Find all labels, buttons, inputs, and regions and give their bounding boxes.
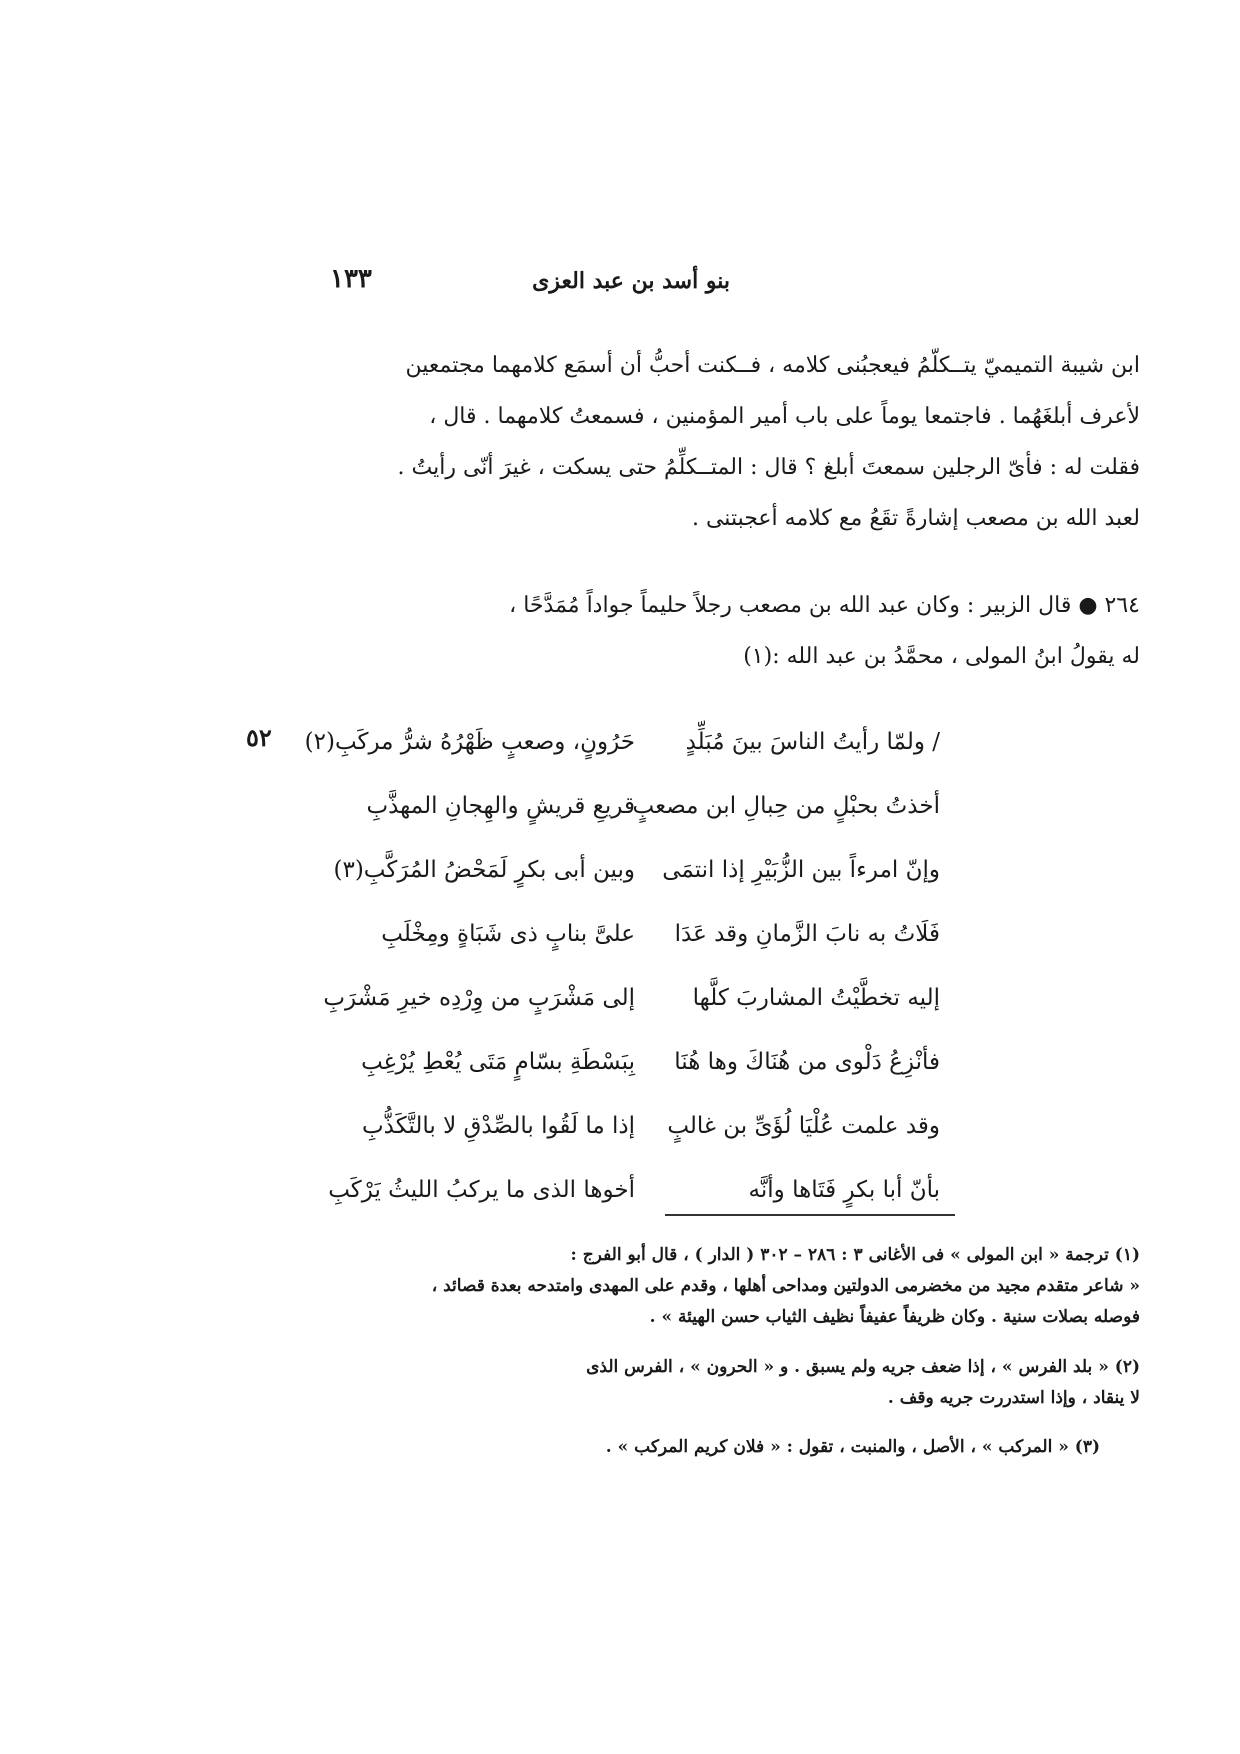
footnote-2 <box>320 1352 1140 1414</box>
running-title: بنو أسد بن عبد العزى <box>532 268 730 294</box>
verse-first-hemistich: إليه تخطَّيْتُ المشاربَ كلَّها <box>692 985 940 1011</box>
verse-first-hemistich: فَلَاتُ به نابَ الزَّمانِ وقد عَدَا <box>674 921 940 947</box>
verse-first-hemistich: أخذتُ بحبْلٍ من حِبالِ ابن مصعبٍ <box>632 793 940 819</box>
poem-verse <box>330 838 940 902</box>
verse-first-hemistich: بأنّ أبا بكرٍ فَتَاها وأنَّه <box>748 1177 940 1203</box>
verse-second-hemistich: بِبَسْطَةِ بسّامٍ مَتَى يُعْطِ يُرْغِبِ <box>361 1049 635 1075</box>
poem-verse <box>330 1030 940 1094</box>
poem-verse <box>330 1094 940 1158</box>
verse-second-hemistich: إذا ما لَقُوا بالصِّدْقِ لا بالتَّكَذُّبِ <box>361 1113 635 1139</box>
section-264 <box>320 580 1140 682</box>
section-line: له يقولُ ابنُ المولى ، محمَّدُ بن عبد الله :(١) <box>743 644 1140 669</box>
prose-paragraph <box>320 340 1140 544</box>
verse-second-hemistich: حَرُونٍ، وصعبٍ ظَهْرُهُ شرُّ مركَبِ(٢) <box>304 729 635 755</box>
verse-first-hemistich: وقد علمت عُلْيَا لُؤَىِّ بن غالبٍ <box>667 1113 940 1139</box>
footnote-line: « شاعر متقدم مجيد من مخضرمى الدولتين ومداحى أهلها ، وقدم على المهدى وامتدحه بعدة قصائد ، <box>431 1276 1140 1296</box>
prose-line: لأعرف أبلغَهُما . فاجتمعا يوماً على باب أمير المؤمنين ، فسمعتُ كلامهما . قال ، <box>429 404 1140 429</box>
footnote-line: (١) ترجمة « ابن المولى » فى الأغانى ٣ : ٢٨٦ – ٣٠٢ ( الدار ) ، قال أبو الفرج : <box>570 1245 1140 1265</box>
footnote-line: لا ينقاد ، وإذا استدررت جريه وقف . <box>887 1388 1140 1408</box>
section-line: ٢٦٤ ● قال الزبير : وكان عبد الله بن مصعب رجلاً حليماً جواداً مُمَدَّحًا ، <box>509 593 1140 618</box>
page-number: ١٣٣ <box>330 264 372 294</box>
verse-first-hemistich: فأنْزِعُ دَلْوى من هُنَاكَ وها هُنَا <box>674 1049 940 1075</box>
prose-line: فقلت له : فأىّ الرجلين سمعتَ أبلغ ؟ قال : المتــكلِّمُ حتى يسكت ، غيرَ أنّى رأيتُ . <box>397 455 1140 480</box>
poem-verse <box>330 902 940 966</box>
verse-first-hemistich: / ولمّا رأيتُ الناسَ بينَ مُبَلِّدٍ <box>685 729 940 755</box>
page-header <box>330 264 730 308</box>
prose-line: ابن شيبة التميميّ يتــكلّمُ فيعجبُنى كلامه ، فــكنت أحبُّ أن أسمَع كلامهما مجتمعين <box>405 353 1140 378</box>
poem-verse <box>330 1158 940 1222</box>
verse-second-hemistich: قريعِ قريشٍ والهِجانِ المهذَّبِ <box>366 793 635 819</box>
poem <box>304 710 940 1222</box>
verse-second-hemistich: وبين أبى بكرٍ لَمَحْضُ المُرَكَّبِ(٣) <box>333 857 635 883</box>
verse-second-hemistich: علىَّ بنابٍ ذى شَبَاةٍ ومِخْلَبِ <box>381 921 635 947</box>
footnote-line: فوصله بصلات سنية . وكان ظريفاً عفيفاً نظيف الثياب حسن الهيئة » . <box>649 1307 1140 1327</box>
footnote-1 <box>320 1240 1140 1333</box>
poem-verse <box>323 966 940 1030</box>
margin-page-number: ٥٢ <box>246 723 272 752</box>
footnote-line: (٣) « المركب » ، الأصل ، والمنبت ، تقول : « فلان كريم المركب » . <box>605 1437 1100 1457</box>
verse-second-hemistich: أخوها الذى ما يركبُ الليثُ يَرْكَبِ <box>328 1177 635 1203</box>
poem-verse <box>330 774 940 838</box>
poem-verse <box>304 710 940 774</box>
footnote-divider <box>665 1214 955 1216</box>
prose-line: لعبد الله بن مصعب إشارةً تقَعُ مع كلامه أعجبتنى . <box>691 506 1140 531</box>
footnote-3 <box>320 1432 1140 1463</box>
footnote-line: (٢) « بلد الفرس » ، إذا ضعف جريه ولم يسبق . و « الحرون » ، الفرس الذى <box>586 1357 1140 1377</box>
verse-second-hemistich: إلى مَشْرَبٍ من وِرْدِه خيرِ مَشْرَبِ <box>323 985 635 1011</box>
verse-first-hemistich: وإنّ امرءاً بين الزُّبَيْرِ إذا انتمَى <box>662 857 940 883</box>
